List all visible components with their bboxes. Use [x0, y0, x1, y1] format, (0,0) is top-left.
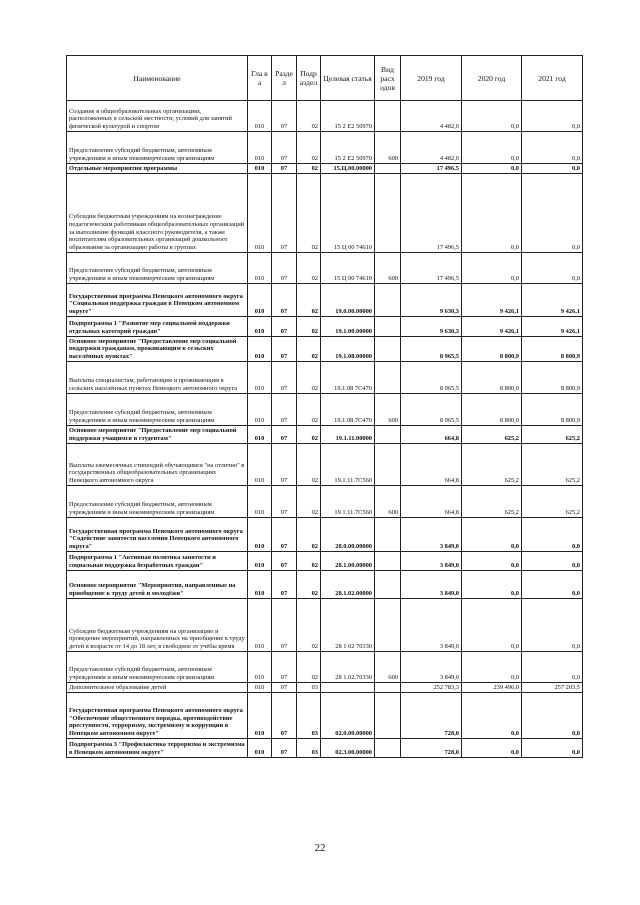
cell-glava: 010 — [248, 174, 272, 253]
cell-name: Предоставление субсидий бюджетным, автономным учреждениям и иным некоммерческим организациям — [67, 132, 248, 164]
cell-2019: 9 630,3 — [401, 284, 462, 317]
cell-2020: 0,0 — [462, 739, 522, 758]
cell-2021: 8 800,9 — [522, 337, 583, 362]
cell-podrazdel: 02 — [297, 652, 321, 683]
cell-vid — [375, 739, 401, 758]
cell-vid — [375, 693, 401, 739]
budget-sheet — [66, 55, 582, 758]
cell-podrazdel: 02 — [297, 444, 321, 486]
cell-vid — [375, 101, 401, 132]
cell-podrazdel: 02 — [297, 362, 321, 394]
cell-target: 02.0.00.00000 — [321, 693, 375, 739]
cell-target: 28.0.00.00000 — [321, 518, 375, 552]
cell-2019: 8 965,5 — [401, 394, 462, 426]
cell-podrazdel: 02 — [297, 426, 321, 444]
cell-glava: 010 — [248, 337, 272, 362]
cell-2020: 0,0 — [462, 253, 522, 284]
cell-2020: 0,0 — [462, 132, 522, 164]
cell-name: Государственная программа Ненецкого автономного округа "Социальная поддержка граждан в Ненецком автономном округе" — [67, 284, 248, 317]
cell-vid: 600 — [375, 652, 401, 683]
cell-2019: 252 783,3 — [401, 683, 462, 693]
table-row — [67, 652, 583, 683]
cell-podrazdel: 03 — [297, 683, 321, 693]
cell-podrazdel: 02 — [297, 394, 321, 426]
cell-2019: 4 482,0 — [401, 101, 462, 132]
header-podrazdel: Подр аздел — [297, 56, 321, 101]
cell-2021: 8 800,9 — [522, 394, 583, 426]
table-body — [67, 101, 583, 758]
cell-name: Отдельные мероприятия программы — [67, 164, 248, 174]
cell-2021: 0,0 — [522, 552, 583, 571]
cell-name: Выплаты специалистам, работающим и проживающим в сельских населённых пунктах Ненецкого автономного округа — [67, 362, 248, 394]
cell-target — [321, 683, 375, 693]
cell-target: 19.1.08.7С470 — [321, 394, 375, 426]
cell-2021: 0,0 — [522, 599, 583, 652]
cell-glava: 010 — [248, 132, 272, 164]
cell-razdel: 07 — [272, 284, 297, 317]
cell-name: Создание в общеобразовательных организациях, расположенных в сельской местности, условий для занятий физической культурой и спортом — [67, 101, 248, 132]
cell-name: Основное мероприятие "Мероприятия, направленные на приобщение к труду детей и молодёжи" — [67, 571, 248, 599]
cell-2019: 3 849,0 — [401, 552, 462, 571]
cell-glava: 010 — [248, 518, 272, 552]
cell-razdel: 07 — [272, 571, 297, 599]
cell-target: 28.1.02.00000 — [321, 571, 375, 599]
cell-2020: 8 800,9 — [462, 362, 522, 394]
cell-2020: 9 426,1 — [462, 317, 522, 337]
cell-podrazdel: 02 — [297, 253, 321, 284]
cell-glava: 010 — [248, 362, 272, 394]
cell-name: Выплаты ежемесячных стипендий обучающимся "на отлично" в государственных общеобразовательных организациях Ненецкого автономного округа — [67, 444, 248, 486]
cell-razdel: 07 — [272, 552, 297, 571]
cell-glava: 010 — [248, 599, 272, 652]
cell-vid — [375, 552, 401, 571]
table-row — [67, 518, 583, 552]
cell-2019: 17 496,5 — [401, 253, 462, 284]
cell-vid — [375, 174, 401, 253]
cell-razdel: 07 — [272, 132, 297, 164]
cell-razdel: 07 — [272, 337, 297, 362]
cell-2019: 728,0 — [401, 693, 462, 739]
cell-2020: 9 426,1 — [462, 284, 522, 317]
cell-target: 19.0.00.00000 — [321, 284, 375, 317]
cell-razdel: 07 — [272, 693, 297, 739]
table-row — [67, 253, 583, 284]
cell-name: Субсидии бюджетным учреждениям на организацию и проведение мероприятий, направленных на приобщение к труду детей в возрасте от 14 до 18 лет, в свободное от учёбы время — [67, 599, 248, 652]
cell-target: 28.1.00.00000 — [321, 552, 375, 571]
cell-razdel: 07 — [272, 174, 297, 253]
cell-2019: 17 496,5 — [401, 164, 462, 174]
cell-podrazdel: 02 — [297, 284, 321, 317]
cell-2021: 0,0 — [522, 739, 583, 758]
cell-razdel: 07 — [272, 362, 297, 394]
cell-target: 02.3.00.00000 — [321, 739, 375, 758]
table-row — [67, 174, 583, 253]
cell-razdel: 07 — [272, 652, 297, 683]
cell-2021: 0,0 — [522, 652, 583, 683]
table-row — [67, 426, 583, 444]
cell-2021: 8 800,9 — [522, 362, 583, 394]
page-number: 22 — [314, 842, 326, 854]
cell-glava: 010 — [248, 571, 272, 599]
cell-name: Предоставление субсидий бюджетным, автономным учреждениям и иным некоммерческим организациям — [67, 652, 248, 683]
cell-name: Предоставление субсидий бюджетным, автономным учреждениям и иным некоммерческим организациям — [67, 253, 248, 284]
cell-glava: 010 — [248, 693, 272, 739]
cell-2019: 3 849,0 — [401, 571, 462, 599]
cell-glava: 010 — [248, 739, 272, 758]
table-row — [67, 362, 583, 394]
cell-target: 15 Ц 00 74610 — [321, 174, 375, 253]
table-row — [67, 132, 583, 164]
cell-podrazdel: 03 — [297, 693, 321, 739]
cell-target: 15 2 E2 50970 — [321, 101, 375, 132]
header-2019: 2019 год — [401, 56, 462, 101]
cell-razdel: 07 — [272, 317, 297, 337]
cell-2019: 728,0 — [401, 739, 462, 758]
cell-razdel: 07 — [272, 164, 297, 174]
cell-2020: 8 800,9 — [462, 394, 522, 426]
cell-glava: 010 — [248, 683, 272, 693]
cell-name: Подпрограмма 1 "Активная политика занятости и социальная поддержка безработных граждан" — [67, 552, 248, 571]
cell-vid: 600 — [375, 253, 401, 284]
cell-target: 19 1.11.7С560 — [321, 486, 375, 518]
cell-vid — [375, 317, 401, 337]
cell-2020: 0,0 — [462, 101, 522, 132]
cell-2019: 664,8 — [401, 486, 462, 518]
budget-table — [66, 55, 583, 758]
cell-podrazdel: 02 — [297, 518, 321, 552]
header-razdel: Разде л — [272, 56, 297, 101]
header-2020: 2020 год — [462, 56, 522, 101]
cell-podrazdel: 02 — [297, 337, 321, 362]
cell-2019: 8 965,5 — [401, 337, 462, 362]
cell-glava: 010 — [248, 317, 272, 337]
cell-razdel: 07 — [272, 426, 297, 444]
cell-podrazdel: 02 — [297, 132, 321, 164]
cell-vid — [375, 683, 401, 693]
table-row — [67, 101, 583, 132]
cell-podrazdel: 02 — [297, 317, 321, 337]
table-row — [67, 337, 583, 362]
cell-glava: 010 — [248, 444, 272, 486]
cell-2021: 0,0 — [522, 518, 583, 552]
cell-name: Основное мероприятие "Предоставление мер социальной поддержки гражданам, проживающим в сельских населённых пунктах" — [67, 337, 248, 362]
cell-target: 19.1.11.7С560 — [321, 444, 375, 486]
cell-razdel: 07 — [272, 518, 297, 552]
cell-2020: 8 800,9 — [462, 337, 522, 362]
cell-podrazdel: 02 — [297, 571, 321, 599]
cell-glava: 010 — [248, 284, 272, 317]
cell-vid — [375, 426, 401, 444]
cell-podrazdel: 02 — [297, 486, 321, 518]
cell-2019: 3 849,0 — [401, 599, 462, 652]
cell-2021: 0,0 — [522, 132, 583, 164]
table-row — [67, 599, 583, 652]
cell-2020: 0,0 — [462, 571, 522, 599]
cell-2021: 0,0 — [522, 253, 583, 284]
cell-2021: 9 426,1 — [522, 317, 583, 337]
cell-glava: 010 — [248, 253, 272, 284]
cell-2021: 625,2 — [522, 486, 583, 518]
cell-vid — [375, 164, 401, 174]
cell-razdel: 07 — [272, 253, 297, 284]
cell-target: 19.1.00.00000 — [321, 317, 375, 337]
cell-name: Подпрограмма 1 "Развитие мер социальной поддержки отдельных категорий граждан" — [67, 317, 248, 337]
cell-2021: 0,0 — [522, 101, 583, 132]
cell-vid — [375, 284, 401, 317]
cell-2021: 0,0 — [522, 571, 583, 599]
cell-glava: 010 — [248, 394, 272, 426]
cell-razdel: 07 — [272, 599, 297, 652]
table-row — [67, 571, 583, 599]
table-row — [67, 486, 583, 518]
cell-name: Государственная программа Ненецкого автономного округа "Обеспечение общественного порядка, противодействие преступности, терроризму, экстремизму и коррупции в Ненецком автономном округе" — [67, 693, 248, 739]
cell-2020: 239 496,0 — [462, 683, 522, 693]
cell-vid — [375, 571, 401, 599]
cell-glava: 010 — [248, 652, 272, 683]
cell-2020: 0,0 — [462, 518, 522, 552]
table-row — [67, 164, 583, 174]
cell-2021: 0,0 — [522, 164, 583, 174]
cell-2020: 0,0 — [462, 652, 522, 683]
header-target: Целевая статья — [321, 56, 375, 101]
cell-vid — [375, 362, 401, 394]
header-glava: Гла в а — [248, 56, 272, 101]
cell-target: 15 Ц 00 74610 — [321, 253, 375, 284]
cell-name: Подпрограмма 3 "Профилактика терроризма и экстремизма в Ненецком автономном округе" — [67, 739, 248, 758]
cell-razdel: 07 — [272, 683, 297, 693]
cell-vid — [375, 444, 401, 486]
cell-2021: 0,0 — [522, 693, 583, 739]
cell-podrazdel: 02 — [297, 552, 321, 571]
cell-target: 15 2 E2 50970 — [321, 132, 375, 164]
cell-name: Дополнительное образование детей — [67, 683, 248, 693]
cell-podrazdel: 02 — [297, 164, 321, 174]
cell-razdel: 07 — [272, 444, 297, 486]
cell-2020: 0,0 — [462, 174, 522, 253]
cell-razdel: 07 — [272, 486, 297, 518]
table-row — [67, 693, 583, 739]
table-row — [67, 444, 583, 486]
cell-vid: 600 — [375, 132, 401, 164]
cell-2019: 17 496,5 — [401, 174, 462, 253]
cell-2021: 9 426,1 — [522, 284, 583, 317]
cell-razdel: 07 — [272, 739, 297, 758]
cell-target: 28 1.02.70330 — [321, 652, 375, 683]
cell-2021: 625,2 — [522, 426, 583, 444]
cell-2020: 625,2 — [462, 444, 522, 486]
cell-2020: 0,0 — [462, 552, 522, 571]
cell-glava: 010 — [248, 164, 272, 174]
table-row — [67, 394, 583, 426]
cell-2021: 257 203,5 — [522, 683, 583, 693]
cell-2020: 625,2 — [462, 486, 522, 518]
table-row — [67, 284, 583, 317]
cell-2021: 625,2 — [522, 444, 583, 486]
cell-glava: 010 — [248, 426, 272, 444]
cell-2020: 0,0 — [462, 599, 522, 652]
cell-2019: 4 482,0 — [401, 132, 462, 164]
cell-vid — [375, 599, 401, 652]
header-vid: Вид расх одов — [375, 56, 401, 101]
table-header-row — [67, 56, 583, 101]
cell-razdel: 07 — [272, 101, 297, 132]
cell-name: Государственная программа Ненецкого автономного округа "Содействие занятости населения Ненецкого автономного округа" — [67, 518, 248, 552]
cell-vid: 600 — [375, 486, 401, 518]
cell-podrazdel: 03 — [297, 739, 321, 758]
cell-2019: 664,8 — [401, 426, 462, 444]
cell-target: 28 1 02 70330 — [321, 599, 375, 652]
cell-vid: 600 — [375, 394, 401, 426]
cell-2020: 0,0 — [462, 693, 522, 739]
cell-2019: 664,8 — [401, 444, 462, 486]
cell-target: 19.1.08.00000 — [321, 337, 375, 362]
cell-name: Субсидии бюджетным учреждениям на вознаграждение педагогическим работникам общеобразовательных организаций за выполнение функций классного руководителя, а также воспитателям образовательных организаций дошкольного образования за организацию работы в группах — [67, 174, 248, 253]
cell-2020: 0,0 — [462, 164, 522, 174]
cell-podrazdel: 02 — [297, 174, 321, 253]
cell-2019: 3 849,0 — [401, 518, 462, 552]
cell-glava: 010 — [248, 486, 272, 518]
cell-2019: 8 965,5 — [401, 362, 462, 394]
cell-target: 15.Ц.00.00000 — [321, 164, 375, 174]
cell-vid — [375, 337, 401, 362]
cell-glava: 010 — [248, 101, 272, 132]
cell-vid — [375, 518, 401, 552]
header-name: Наименование — [67, 56, 248, 101]
cell-razdel: 07 — [272, 394, 297, 426]
header-2021: 2021 год — [522, 56, 583, 101]
cell-target: 19.1.11.00000 — [321, 426, 375, 444]
cell-name: Предоставление субсидий бюджетным, автономным учреждениям и иным некоммерческим организациям — [67, 486, 248, 518]
cell-2021: 0,0 — [522, 174, 583, 253]
cell-name: Основное мероприятие "Предоставление мер социальной поддержки учащимся и студентам" — [67, 426, 248, 444]
table-row — [67, 683, 583, 693]
cell-2020: 625,2 — [462, 426, 522, 444]
cell-podrazdel: 02 — [297, 101, 321, 132]
cell-podrazdel: 02 — [297, 599, 321, 652]
table-row — [67, 317, 583, 337]
table-row — [67, 739, 583, 758]
cell-name: Предоставление субсидий бюджетным, автономным учреждениям и иным некоммерческим организациям — [67, 394, 248, 426]
cell-2019: 3 849,0 — [401, 652, 462, 683]
cell-target: 19.1.08 7С470 — [321, 362, 375, 394]
cell-glava: 010 — [248, 552, 272, 571]
table-row — [67, 552, 583, 571]
cell-2019: 9 630,3 — [401, 317, 462, 337]
